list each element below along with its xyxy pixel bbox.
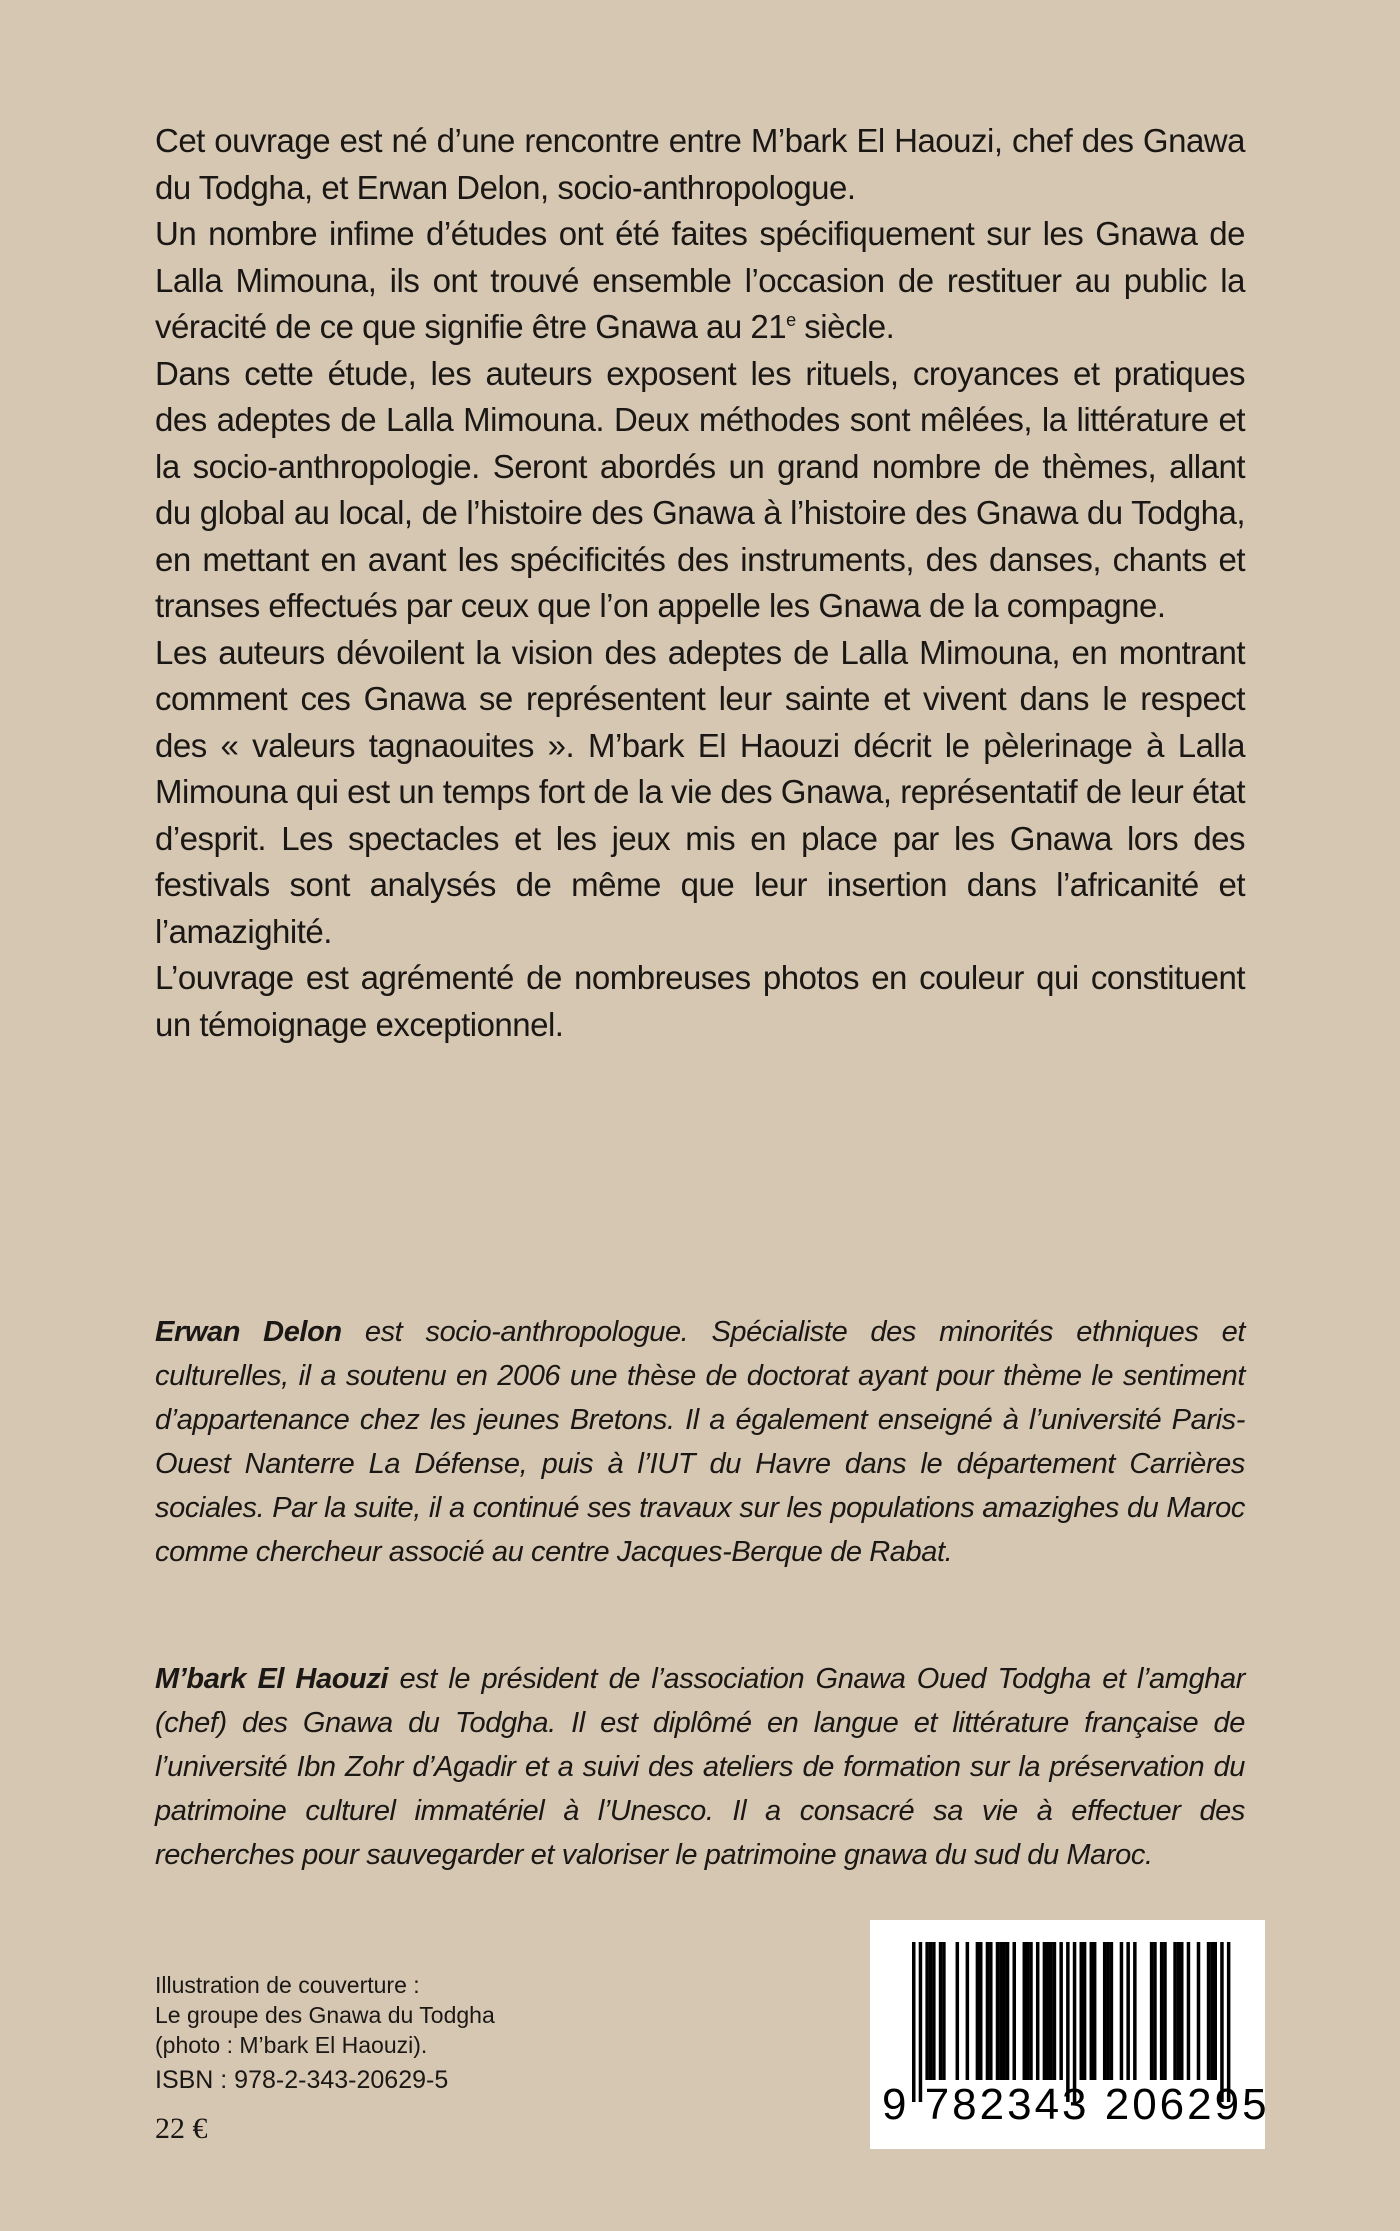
summary-paragraph: Les auteurs dévoilent la vision des adeptes de Lalla Mimouna, en montrant comment ces Gnawa se représentent leur sainte et vivent dans le respect des « valeurs tagnaouites ». M’bark El Haouzi décrit le pèlerinage à Lalla Mimouna qui est un temps fort de la vie des Gnawa, représentatif de leur état d’esprit. Les spectacles et les jeux mis en place par les Gnawa lors des festivals sont analysés de même que leur insertion dans l’africanité et l’amazighité.: [155, 633, 1245, 950]
barcode-bar: [942, 1942, 946, 2080]
summary-paragraph: Cet ouvrage est né d’une rencontre entre M’bark El Haouzi, chef des Gnawa du Todgha, et Erwan Delon, socio-anthropologue.: [155, 122, 1245, 206]
author-bio-delon: [155, 1310, 1245, 1574]
barcode-bar: [932, 1942, 936, 2080]
summary-text: [155, 118, 1245, 1048]
barcode-bar: [1227, 1942, 1231, 2102]
superscript: e: [786, 310, 796, 330]
barcode-bar: [1150, 1942, 1154, 2080]
barcode-bar: [1080, 1942, 1084, 2080]
barcode-bar: [1083, 1942, 1087, 2080]
barcode-bar: [1197, 1942, 1201, 2080]
barcode-bar: [1090, 1942, 1094, 2080]
barcode-bar: [919, 1942, 923, 2102]
barcode-bar: [939, 1942, 943, 2080]
barcode-bar: [1002, 1942, 1006, 2080]
barcode-bar: [1036, 1942, 1040, 2080]
barcode-bar: [1120, 1942, 1124, 2080]
barcode-bar: [976, 1942, 980, 2080]
summary-text-span: Un nombre infime d’études ont été faites spécifiquement sur les Gnawa de Lalla Mimouna, ils ont trouvé ensemble l’occasion de restituer au public la véracité de ce que signifie être Gnawa au 21: [155, 215, 1245, 345]
barcode-bar: [1210, 1942, 1214, 2080]
barcode-bar: [1153, 1942, 1157, 2080]
barcode-digits: 9 782343 206295: [882, 2080, 1270, 2129]
barcode-bar: [1049, 1942, 1053, 2080]
barcode-bar: [1160, 1942, 1164, 2080]
barcode-bar: [986, 1942, 990, 2080]
cover-illustration-credits: [155, 1970, 495, 2060]
author-bio-text: est le président de l’association Gnawa Oued Todgha et l’amghar (chef) des Gnawa du Todgha. Il est diplômé en langue et littérature française de l’université Ibn Zohr d’Agadir et a suivi des ateliers de formation sur la préservation du patrimoine culturel immatériel à l’Unesco. Il a consacré sa vie à effectuer des recherches pour sauvegarder et valoriser le patrimoine gnawa du sud du Maroc.: [155, 1663, 1245, 1871]
barcode-bar: [1220, 1942, 1224, 2102]
barcode-bar: [1046, 1942, 1050, 2080]
barcode-bar: [1029, 1942, 1033, 2080]
barcode-bar: [1006, 1942, 1010, 2080]
barcode-bar: [996, 1942, 1000, 2080]
summary-paragraph: L’ouvrage est agrémenté de nombreuses photos en couleur qui constituent un témoignage exceptionnel.: [155, 959, 1245, 1043]
barcode: [870, 1920, 1270, 2149]
summary-paragraph: [155, 211, 1245, 351]
barcode-bar: [1110, 1942, 1114, 2080]
barcode-bar: [1173, 1942, 1177, 2080]
barcode-bar: [1126, 1942, 1130, 2080]
barcode-bar: [1106, 1942, 1110, 2080]
credit-line: (photo : M’bark El Haouzi).: [155, 2032, 428, 2058]
author-name: Erwan Delon: [155, 1316, 342, 1348]
author-name: M’bark El Haouzi: [155, 1663, 389, 1695]
barcode-bar: [1026, 1942, 1030, 2080]
barcode-bar: [979, 1942, 983, 2080]
barcode-bar: [1073, 1942, 1077, 2102]
barcode-bar: [1103, 1942, 1107, 2080]
barcode-bar: [956, 1942, 960, 2080]
barcode-bar: [1187, 1942, 1191, 2080]
barcode-bar: [1180, 1942, 1184, 2080]
price-label: 22 €: [155, 2112, 208, 2145]
author-bio-text: est socio-anthropologue. Spécialiste des minorités ethniques et culturelles, il a soutenu en 2006 une thèse de doctorat ayant pour thème le sentiment d’appartenance chez les jeunes Bretons. Il a également enseigné à l’université Paris-Ouest Nanterre La Défense, puis à l’IUT du Havre dans le département Carrières sociales. Par la suite, il a continué ses travaux sur les populations amazighes du Maroc comme chercheur associé au centre Jacques-Berque de Rabat.: [155, 1316, 1245, 1568]
barcode-bar: [925, 1942, 929, 2080]
barcode-bar: [929, 1942, 933, 2080]
barcode-bar: [1207, 1942, 1211, 2080]
summary-paragraph: Dans cette étude, les auteurs exposent les rituels, croyances et pratiques des adeptes de Lalla Mimouna. Deux méthodes sont mêlées, la littérature et la socio-anthropologie. Seront abordés un grand nombre de thèmes, allant du global au local, de l’histoire des Gnawa à l’histoire des Gnawa du Todgha, en mettant en avant les spécificités des instruments, des danses, chants et transes effectués par ceux que l’on appelle les Gnawa de la compagne.: [155, 354, 1245, 624]
barcode-bar: [1059, 1942, 1063, 2080]
isbn-label: ISBN : 978-2-343-20629-5: [155, 2066, 449, 2094]
author-bio-haouzi: [155, 1657, 1245, 1877]
barcode-bar: [1053, 1942, 1057, 2080]
barcode-bar: [1043, 1942, 1047, 2080]
barcode-bar: [1214, 1942, 1218, 2080]
barcode-bar: [966, 1942, 970, 2080]
summary-text-span: siècle.: [795, 308, 895, 345]
barcode-bar: [999, 1942, 1003, 2080]
credit-line: Illustration de couverture :: [155, 1972, 420, 1998]
barcode-bar: [989, 1942, 993, 2080]
barcode-bar: [1177, 1942, 1181, 2080]
credit-line: Le groupe des Gnawa du Todgha: [155, 2002, 495, 2028]
barcode-bar: [912, 1942, 916, 2102]
barcode-bar: [1023, 1942, 1027, 2080]
barcode-bar: [1133, 1942, 1137, 2080]
barcode-bar: [1066, 1942, 1070, 2102]
barcode-bar: [1163, 1942, 1167, 2080]
barcode-bar: [1013, 1942, 1017, 2080]
barcode-bar: [1093, 1942, 1097, 2080]
